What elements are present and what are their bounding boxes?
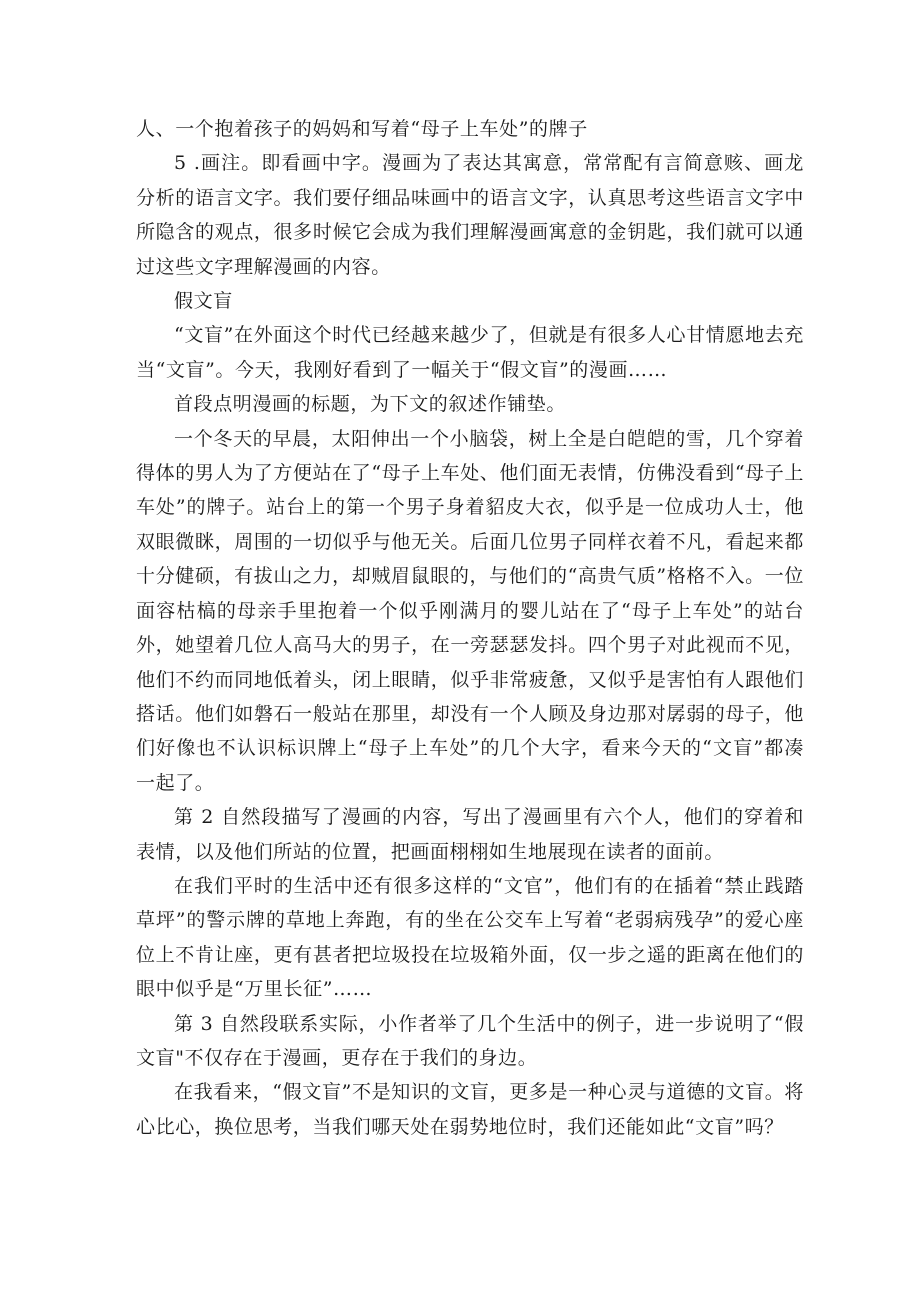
comment-paragraph-1: 首段点明漫画的标题，为下文的叙述作铺垫。: [174, 393, 567, 416]
essay-paragraph-1: “文盲”在外面这个时代已经越来越少了，但就是有很多人心甘情愿地去充当“文盲”。今天，我刚好看到了一幅关于“假文盲”的漫画……: [136, 324, 804, 381]
essay-paragraph-4: 在我看来，“假文盲”不是知识的文盲，更多是一种心灵与道德的文盲。将心比心，换位思考，当我们哪天处在弱势地位时，我们还能如此“文盲”吗？: [136, 1081, 804, 1138]
paragraph-continuation: 人、一个抱着孩子的妈妈和写着“母子上车处”的牌子: [136, 118, 588, 140]
essay-paragraph-3: 在我们平时的生活中还有很多这样的“文官”，他们有的在插着“禁止践踏草坪”的警示牌的草地上奔跑，有的坐在公交车上写着“老弱病残孕”的爱心座位上不肯让座，更有甚者把垃圾投在垃圾箱外面，仅一步之遥的距离在他们的眼中似乎是“万里长征”……: [136, 874, 804, 1001]
essay-paragraph-2: 一个冬天的早晨，太阳伸出一个小脑袋，树上全是白皑皑的雪，几个穿着得体的男人为了方便站在了“母子上车处、他们面无表情，仿佛没看到“母子上车处”的牌子。站台上的第一个男子身着貂皮大衣，似乎是一位成功人士，他双眼微眯，周围的一切似乎与他无关。后面几位男子同样衣着不凡，看起来都十分健硕，有拔山之力，却贼眉鼠眼的，与他们的“高贵气质”格格不入。一位面容枯槁的母亲手里抱着一个似乎刚满月的婴儿站在了“母子上车处”的站台外，她望着几位人高马大的男子，在一旁瑟瑟发抖。四个男子对此视而不见，他们不约而同地低着头，闭上眼睛，似乎非常疲惫，又似乎是害怕有人跟他们搭话。他们如磐石一般站在那里，却没有一个人顾及身边那对孱弱的母子，他们好像也不认识标识牌上“母子上车处”的几个大字，看来今天的“文盲”都凑一起了。: [136, 427, 804, 794]
paragraph-caption-note: 5 .画注。即看画中字。漫画为了表达其寓意，常常配有言简意赅、画龙分析的语言文字。我们要仔细品味画中的语言文字，认真思考这些语言文字中所隐含的观点，很多时候它会成为我们理解漫画寓意的金钥匙，我们就可以通过这些文字理解漫画的内容。: [136, 152, 804, 278]
document-page: [136, 112, 804, 1144]
comment-paragraph-2: 第 2 自然段描写了漫画的内容，写出了漫画里有六个人，他们的穿着和表情，以及他们所站的位置，把画面栩栩如生地展现在读者的面前。: [136, 806, 804, 863]
essay-title: 假文盲: [174, 290, 233, 313]
comment-paragraph-3: 第 3 自然段联系实际，小作者举了几个生活中的例子，进一步说明了“假文盲"不仅存在于漫画，更存在于我们的身边。: [136, 1012, 804, 1069]
